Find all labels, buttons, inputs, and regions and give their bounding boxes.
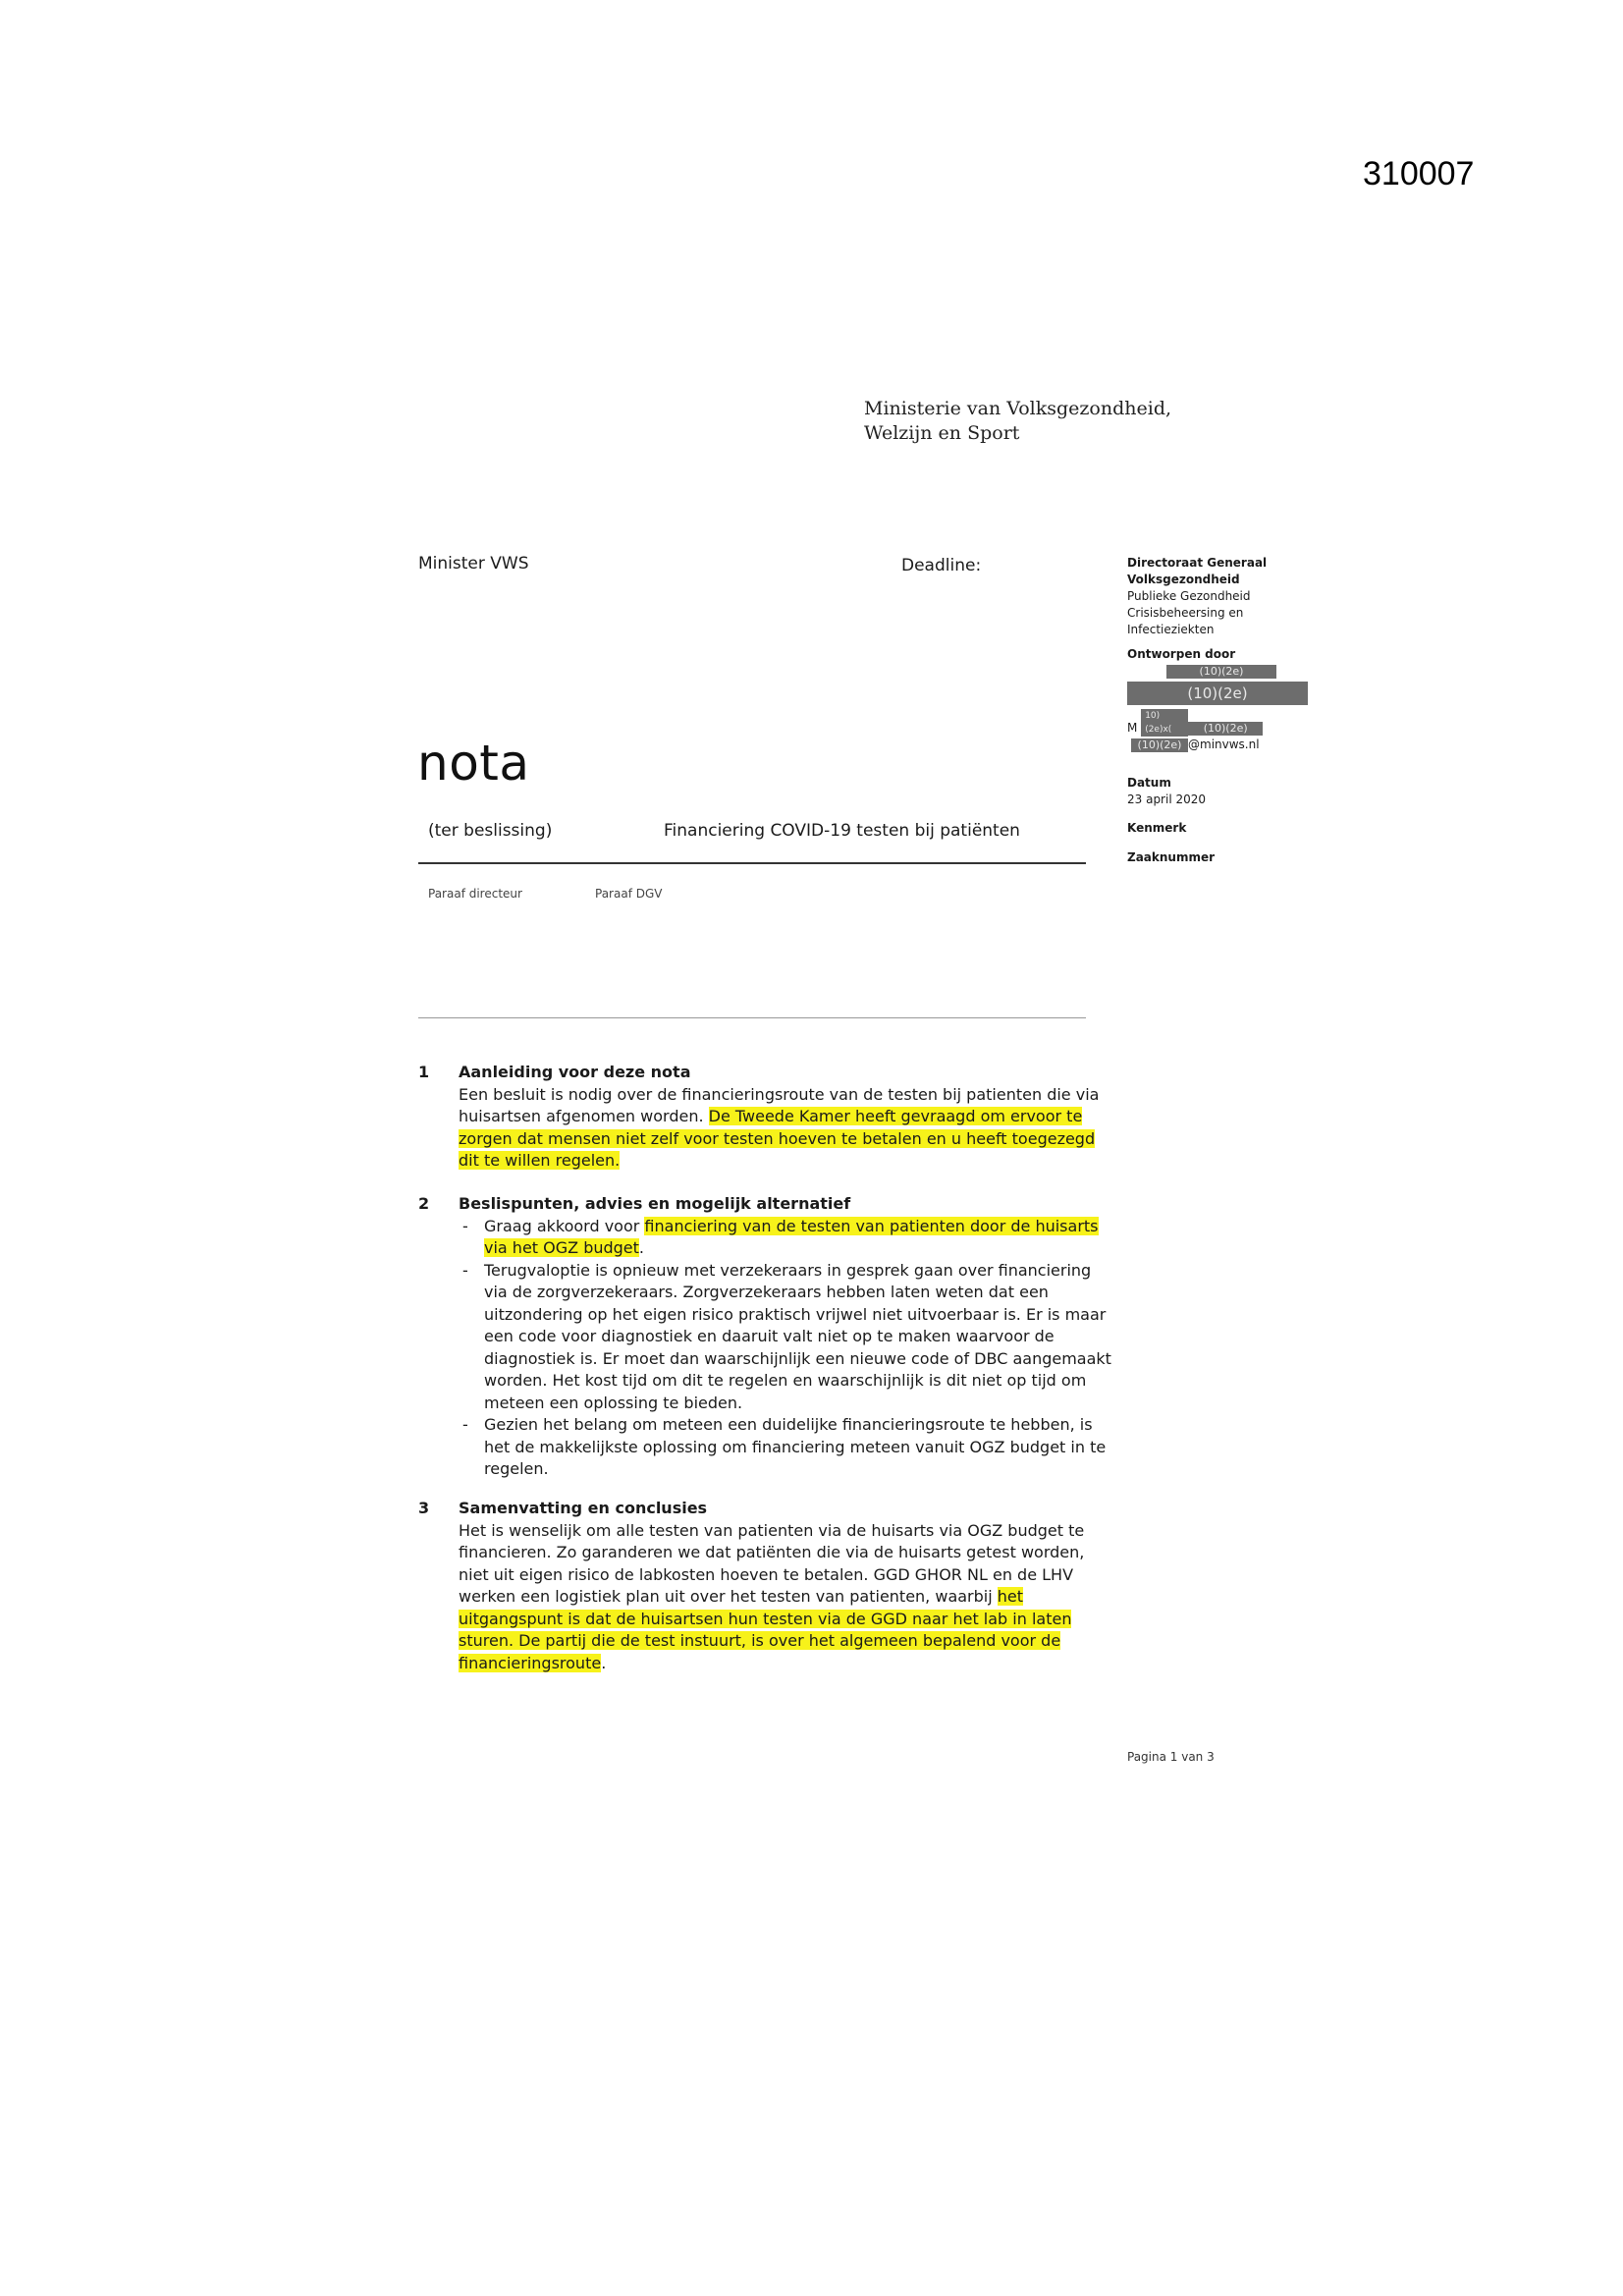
addressee: Minister VWS — [418, 554, 529, 574]
header-rule — [418, 862, 1086, 864]
date-value: 23 april 2020 — [1127, 793, 1207, 806]
list-item — [459, 1216, 1116, 1260]
section-1-heading: Aanleiding voor deze nota — [459, 1063, 691, 1081]
document-number: 310007 — [1363, 155, 1475, 192]
deadline-label: Deadline: — [901, 556, 982, 575]
date-label: Datum — [1127, 776, 1171, 790]
redaction-4: (10)(2e) — [1188, 722, 1263, 736]
designed-by-label: Ontworpen door — [1127, 647, 1236, 661]
bullet-1-end: . — [638, 1238, 645, 1257]
email-suffix: @minvws.nl — [1188, 738, 1260, 751]
section-2 — [459, 1193, 1116, 1481]
ministry-line-2: Welzijn en Sport — [864, 422, 1020, 444]
redaction-5: (10)(2e) — [1131, 738, 1188, 752]
paraaf-rule — [418, 1017, 1086, 1018]
redaction-3: 10)(2e)x( — [1141, 709, 1188, 737]
section-2-heading: Beslispunten, advies en mogelijk alternatief — [459, 1194, 851, 1213]
section-1-number: 1 — [418, 1063, 430, 1081]
org-dept-2: Crisisbeheersing en — [1127, 606, 1244, 620]
section-3 — [459, 1498, 1116, 1674]
org-name-2: Volksgezondheid — [1127, 573, 1240, 586]
document-mode: (ter beslissing) — [428, 821, 553, 841]
section-1-highlight: De Tweede Kamer heeft gevraagd om ervoor te zorgen dat mensen niet zelf voor testen hoeven te betalen en u heeft toegezegd dit te willen regelen. — [459, 1107, 1096, 1170]
bullet-1-text: Graag akkoord voor — [484, 1216, 645, 1235]
paraaf-directeur: Paraaf directeur — [428, 887, 522, 901]
ministry-line-1: Ministerie van Volksgezondheid, — [864, 398, 1172, 419]
section-1 — [459, 1062, 1116, 1173]
section-1-body — [459, 1084, 1116, 1173]
page-number: Pagina 1 van 3 — [1127, 1750, 1215, 1764]
org-name-1: Directoraat Generaal — [1127, 556, 1268, 570]
kenmerk-label: Kenmerk — [1127, 821, 1187, 835]
list-item: - Gezien het belang om meteen een duidelijke financieringsroute te hebben, is het de makkelijkste oplossing om financiering meteen vanuit OGZ budget in te regelen. — [459, 1414, 1116, 1481]
sidebar — [1127, 555, 1343, 866]
zaaknummer-label: Zaaknummer — [1127, 850, 1216, 864]
mobile-label: M — [1127, 721, 1138, 735]
document-title: nota — [417, 735, 530, 792]
section-3-end: . — [601, 1653, 607, 1672]
section-3-number: 3 — [418, 1499, 430, 1517]
paraaf-dgv: Paraaf DGV — [595, 887, 663, 901]
org-dept-3: Infectieziekten — [1127, 623, 1215, 636]
section-3-text: Het is wenselijk om alle testen van patienten via de huisarts via OGZ budget te financieren. Zo garanderen we dat patiënten die via de huisarts getest worden, niet uit eigen risico de labkosten hoeven te betalen. GGD GHOR NL en de LHV werken een logistiek plan uit over het testen van patienten, waarbij — [459, 1520, 1085, 1606]
section-2-list — [459, 1216, 1116, 1481]
org-dept-1: Publieke Gezondheid — [1127, 589, 1251, 603]
redaction-2: (10)(2e) — [1127, 682, 1308, 705]
section-1-text: Een besluit is nodig over de financieringsroute van de testen bij patienten die via huisartsen afgenomen worden. — [459, 1084, 1100, 1125]
section-3-heading: Samenvatting en conclusies — [459, 1499, 708, 1517]
redaction-1: (10)(2e) — [1166, 665, 1276, 679]
list-item: - Terugvaloptie is opnieuw met verzekeraars in gesprek gaan over financiering via de zorgverzekeraars. Zorgverzekeraars hebben laten weten dat een uitzondering op het eigen risico praktisch vrijwel niet uitvoerbaar is. Er is maar een code voor diagnostiek en daaruit valt niet op te maken waarvoor de diagnostiek is. Er moet dan waarschijnlijk een nieuwe code of DBC aangemaakt worden. Het kost tijd om dit te regelen en waarschijnlijk is dit niet op tijd om meteen een oplossing te bieden. — [459, 1260, 1116, 1415]
section-2-number: 2 — [418, 1194, 430, 1213]
ministry-logo-text — [864, 397, 1171, 446]
section-3-body — [459, 1520, 1116, 1675]
bullet-1-highlight: financiering van de testen van patienten door de huisarts via het OGZ budget — [484, 1216, 1099, 1257]
section-3-highlight: het uitgangspunt is dat de huisartsen hun testen via de GGD naar het lab in laten sturen. De partij die de test instuurt, is over het algemeen bepalend voor de financieringsroute — [459, 1587, 1072, 1672]
document-subject: Financiering COVID-19 testen bij patiënten — [664, 821, 1020, 841]
